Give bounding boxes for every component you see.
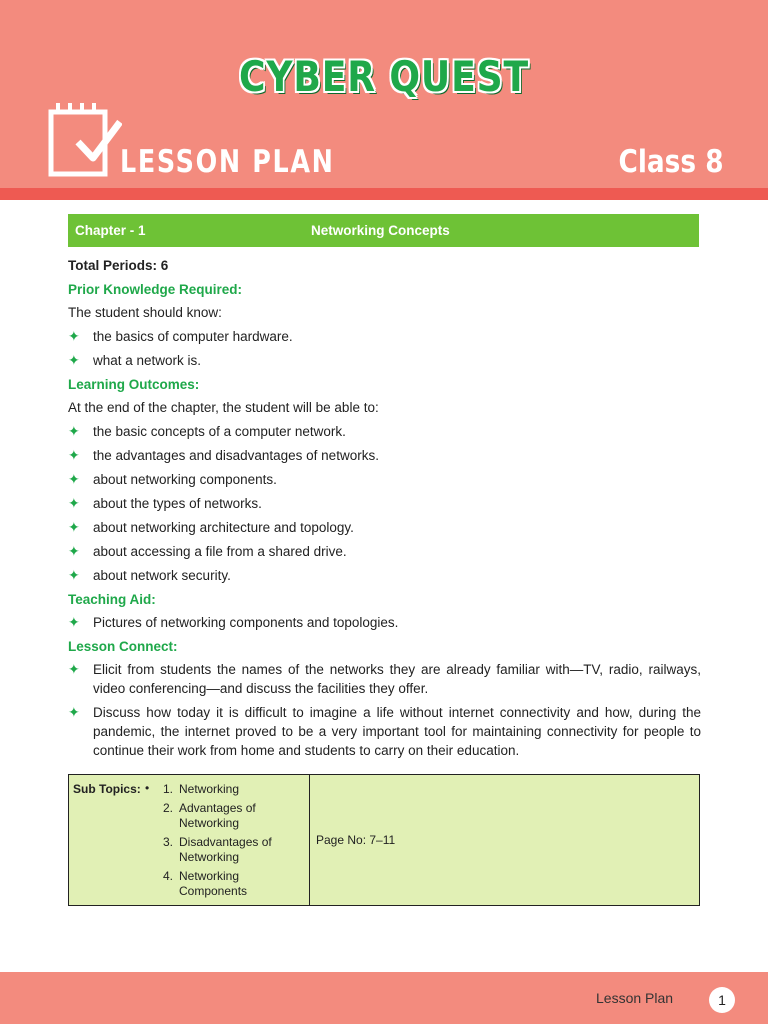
star-bullet-icon: ✦ [68, 447, 80, 463]
page-number: 1 [709, 987, 735, 1013]
list-item: ✦ Elicit from students the names of the networks they are already familiar with—TV, radio, railways, video conferencing—and discuss the facilities they offer. [68, 661, 701, 696]
calendar-check-icon [48, 100, 122, 178]
learning-outcomes-list [68, 422, 701, 585]
list-item: ✦ the basic concepts of a computer network. [68, 423, 346, 439]
star-bullet-icon: ✦ [68, 423, 80, 439]
page-range: Page No: 7–11 [316, 833, 396, 847]
teaching-aid-list [68, 613, 701, 632]
prior-knowledge-list [68, 327, 701, 370]
sub-topics-list [163, 782, 303, 903]
header-stripe [0, 188, 768, 200]
total-periods: Total Periods: 6 [68, 258, 169, 273]
chapter-number: Chapter - 1 [75, 223, 146, 238]
list-item: ✦ Pictures of networking components and topologies. [68, 614, 399, 630]
sub-topics-cell [69, 775, 310, 905]
lesson-plan-heading: LESSON PLAN [120, 144, 335, 180]
sub-topics-table [68, 774, 700, 906]
star-bullet-icon: ✦ [68, 328, 80, 344]
list-item: 4. Networking Components [163, 869, 248, 898]
star-bullet-icon: ✦ [68, 661, 80, 677]
star-bullet-icon: ✦ [68, 471, 80, 487]
list-item: ✦ the advantages and disadvantages of networks. [68, 447, 379, 463]
lesson-connect-list [68, 660, 701, 760]
list-item: ✦ what a network is. [68, 352, 202, 368]
teaching-aid-heading: Teaching Aid: [68, 592, 156, 607]
sub-topics-label: Sub Topics: [73, 782, 141, 796]
list-item: ✦ about accessing a file from a shared drive. [68, 543, 347, 559]
star-bullet-icon: ✦ [68, 495, 80, 511]
list-item: ✦ about networking architecture and topology. [68, 519, 354, 535]
star-bullet-icon: ✦ [68, 614, 80, 630]
list-item: 3. Disadvantages of Networking [163, 835, 272, 864]
chapter-bar [68, 214, 699, 247]
star-bullet-icon: ✦ [68, 352, 80, 368]
lesson-content [68, 256, 701, 765]
list-item: ✦ Discuss how today it is difficult to imagine a life without internet connectivity and how, during the pandemic, the internet proved to be a very important tool for maintaining connectivity for people to continue their work from home and students to carry on their education. [68, 704, 701, 758]
star-bullet-icon: ✦ [68, 519, 80, 535]
star-bullet-icon: ✦ [68, 567, 80, 583]
star-bullet-icon: ✦ [68, 704, 80, 720]
list-item: 1. Networking [163, 782, 240, 796]
prior-knowledge-intro: The student should know: [68, 305, 222, 320]
list-item: ✦ about network security. [68, 567, 231, 583]
footer-banner [0, 972, 768, 1024]
class-label: Class 8 [618, 144, 724, 180]
list-item: ✦ about the types of networks. [68, 495, 262, 511]
learning-outcomes-intro: At the end of the chapter, the student will be able to: [68, 400, 379, 415]
lesson-connect-heading: Lesson Connect: [68, 639, 178, 654]
chapter-title: Networking Concepts [311, 223, 450, 238]
prior-knowledge-heading: Prior Knowledge Required: [68, 282, 243, 297]
bullet-dot-icon: • [145, 781, 150, 795]
brand-title: CYBER QUEST [238, 52, 530, 101]
list-item: ✦ the basics of computer hardware. [68, 328, 293, 344]
learning-outcomes-heading: Learning Outcomes: [68, 377, 200, 392]
list-item: ✦ about networking components. [68, 471, 277, 487]
footer-label: Lesson Plan [596, 990, 674, 1006]
list-item: 2. Advantages of Networking [163, 801, 256, 830]
star-bullet-icon: ✦ [68, 543, 80, 559]
